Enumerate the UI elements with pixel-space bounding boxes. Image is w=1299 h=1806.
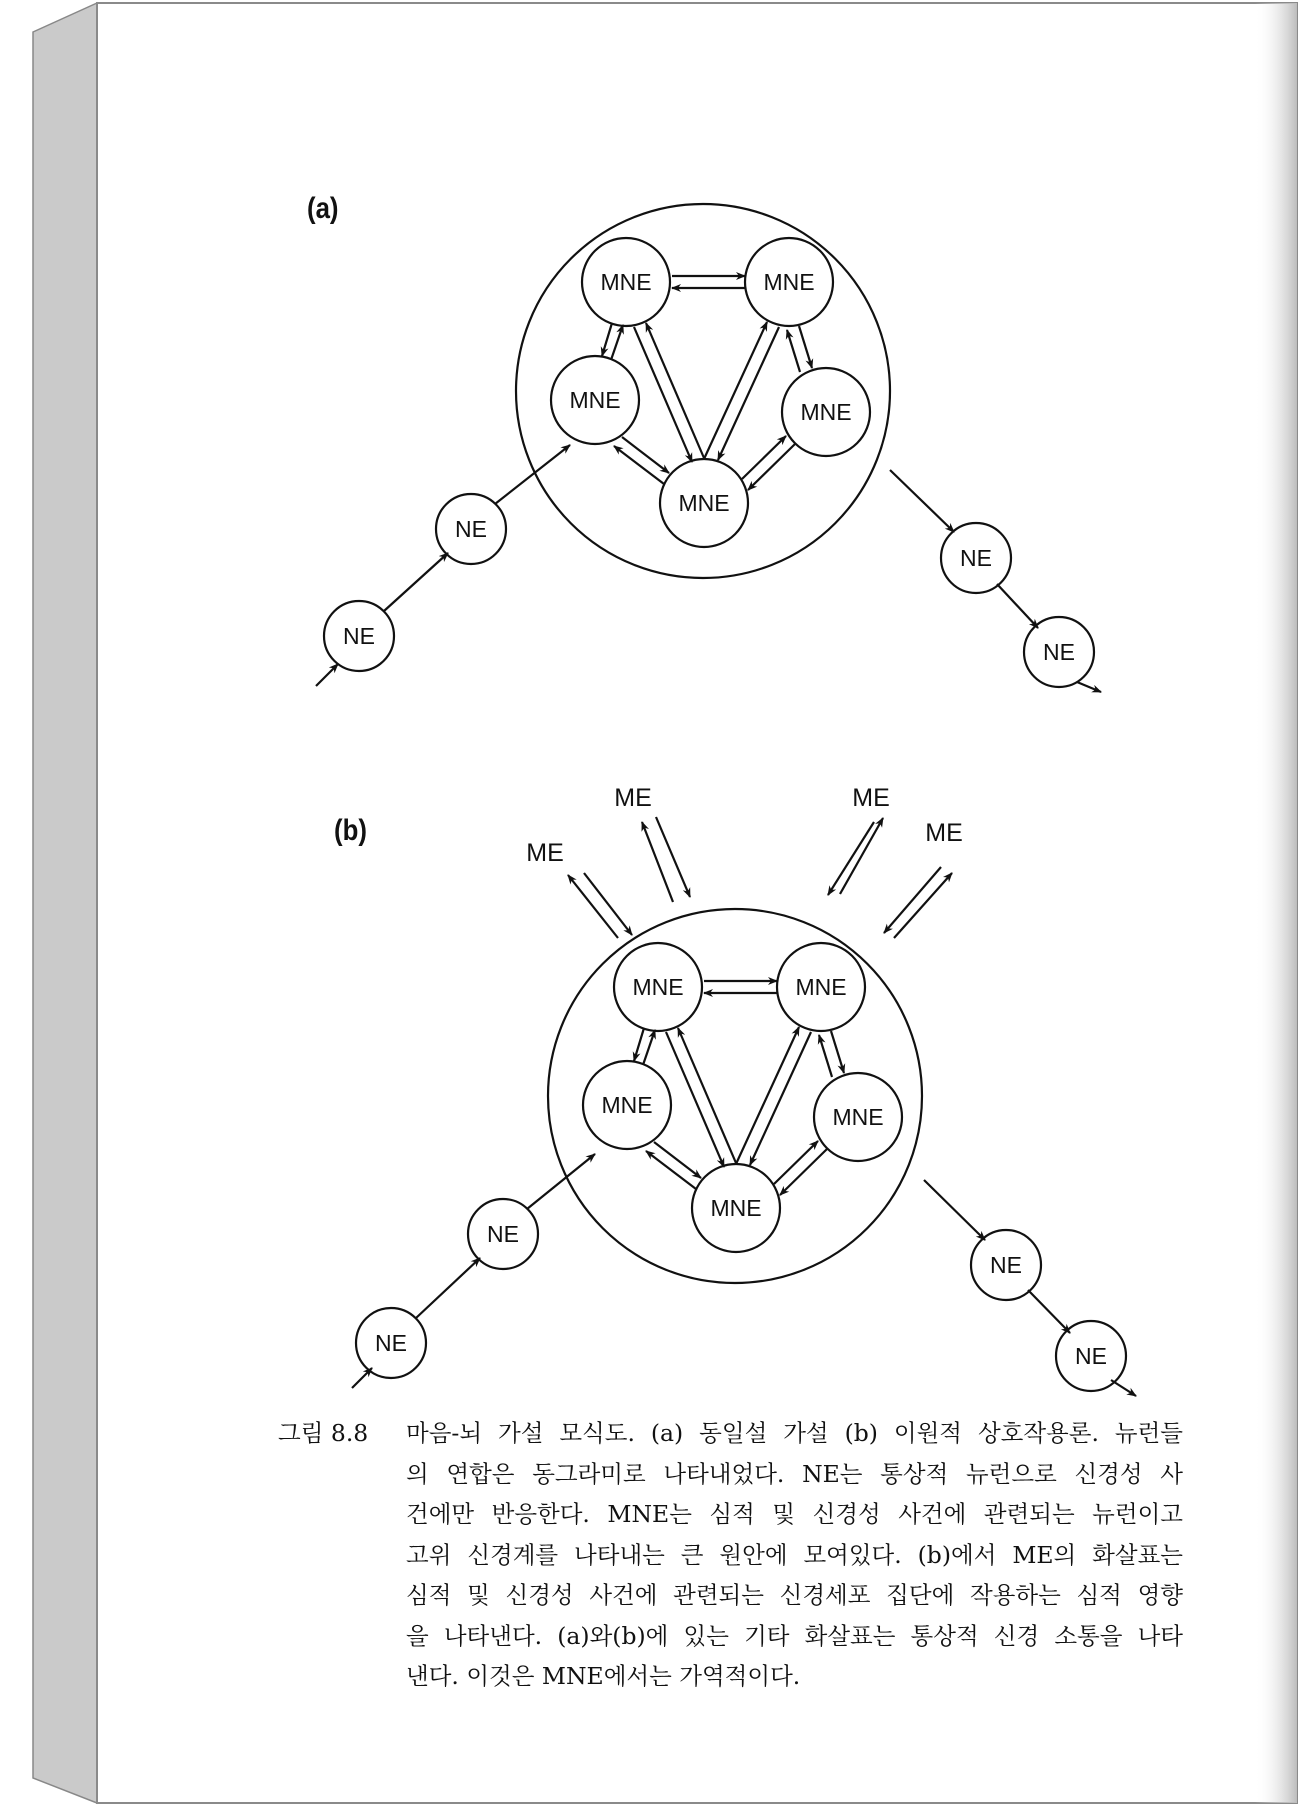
label-me-4: ME xyxy=(925,819,963,847)
label-mne-b-bottom: MNE xyxy=(710,1195,762,1221)
label-ne-a-2: NE xyxy=(343,623,375,649)
label-ne-b-1: NE xyxy=(487,1221,519,1247)
caption-line-1: 마음-뇌 가설 모식도. (a) 동일설 가설 (b) 이원적 상호작용론. 뉴런들 xyxy=(406,1419,1183,1447)
panel-label-b: (b) xyxy=(334,813,367,847)
label-mne-b-mid-left: MNE xyxy=(601,1092,653,1118)
label-mne-a-bottom: MNE xyxy=(678,490,730,516)
caption-label: 그림 8.8 xyxy=(278,1419,369,1447)
label-mne-b-top-right: MNE xyxy=(795,974,847,1000)
label-me-3: ME xyxy=(852,784,890,812)
label-ne-b-4: NE xyxy=(1075,1343,1107,1369)
label-mne-a-top-left: MNE xyxy=(600,269,652,295)
book-spine xyxy=(33,3,97,1803)
label-me-1: ME xyxy=(526,839,564,867)
panel-label-a: (a) xyxy=(306,191,339,225)
page-right-shadow xyxy=(1255,3,1297,1803)
label-mne-b-top-left: MNE xyxy=(632,974,684,1000)
caption-line-3: 건에만 반응한다. MNE는 심적 및 신경성 사건에 관련되는 뉴런이고 xyxy=(406,1500,1183,1528)
caption-line-5: 심적 및 신경성 사건에 관련되는 신경세포 집단에 작용하는 심적 영향 xyxy=(406,1581,1183,1609)
label-mne-b-mid-right: MNE xyxy=(832,1104,884,1130)
label-me-2: ME xyxy=(614,784,652,812)
caption-line-6: 을 나타낸다. (a)와(b)에 있는 기타 화살표는 통상적 신경 소통을 나타 xyxy=(406,1621,1183,1650)
caption-line-7: 낸다. 이것은 MNE에서는 가역적이다. xyxy=(406,1662,801,1690)
label-mne-a-mid-right: MNE xyxy=(800,399,852,425)
label-ne-a-3: NE xyxy=(960,545,992,571)
label-ne-a-1: NE xyxy=(455,516,487,542)
caption-text xyxy=(406,1413,1183,1697)
label-ne-a-4: NE xyxy=(1043,639,1075,665)
caption-line-4: 고위 신경계를 나타내는 큰 원안에 모여있다. (b)에서 ME의 화살표는 xyxy=(406,1540,1183,1569)
label-ne-b-3: NE xyxy=(990,1252,1022,1278)
label-ne-b-2: NE xyxy=(375,1330,407,1356)
caption-line-2: 의 연합은 동그라미로 나타내었다. NE는 통상적 뉴런으로 신경성 사 xyxy=(406,1459,1183,1488)
label-mne-a-top-right: MNE xyxy=(763,269,815,295)
label-mne-a-mid-left: MNE xyxy=(569,387,621,413)
